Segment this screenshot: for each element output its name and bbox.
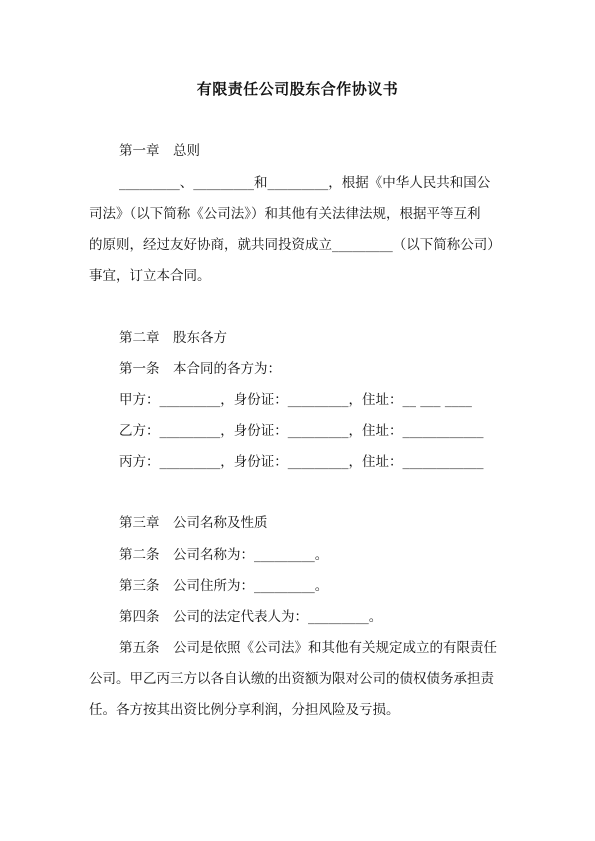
article5-line-2: 公司。甲乙丙三方以各自认缴的出资额为限对公司的债权债务承担责 [89, 671, 494, 687]
article2: 第二条 公司名称为：_________。 [119, 547, 329, 563]
party-c-line: 丙方：_________，身份证：_________，住址：____________ [119, 454, 484, 470]
party-b-line: 乙方：_________，身份证：_________，住址：____________ [119, 423, 484, 439]
article1: 第一条 本合同的各方为： [119, 361, 281, 377]
article5-line-3: 任。各方按其出资比例分享利润，分担风险及亏损。 [89, 702, 400, 718]
article4: 第四条 公司的法定代表人为：_________。 [119, 609, 383, 625]
chapter1-para-line-3: 的原则，经过友好协商，就共同投资成立_________（以下简称公司） [89, 237, 501, 253]
document-title: 有限责任公司股东合作协议书 [196, 80, 399, 98]
chapter1-para-line-2: 司法》（以下简称《公司法》）和其他有关法律法规，根据平等互利 [89, 206, 481, 222]
chapter1-para-line-1: _________、_________和_________，根据《中华人民共和国公 [119, 175, 491, 191]
party-a-line: 甲方：_________，身份证：_________，住址：__ ___ ____ [119, 392, 472, 408]
article5-line-1: 第五条 公司是依照《公司法》和其他有关规定成立的有限责任 [119, 640, 497, 656]
chapter2-heading: 第二章 股东各方 [119, 330, 227, 346]
chapter1-heading: 第一章 总则 [119, 143, 200, 159]
chapter1-para-line-4: 事宜，订立本合同。 [89, 268, 211, 284]
article3: 第三条 公司住所为：_________。 [119, 578, 329, 594]
chapter3-heading: 第三章 公司名称及性质 [119, 515, 268, 531]
